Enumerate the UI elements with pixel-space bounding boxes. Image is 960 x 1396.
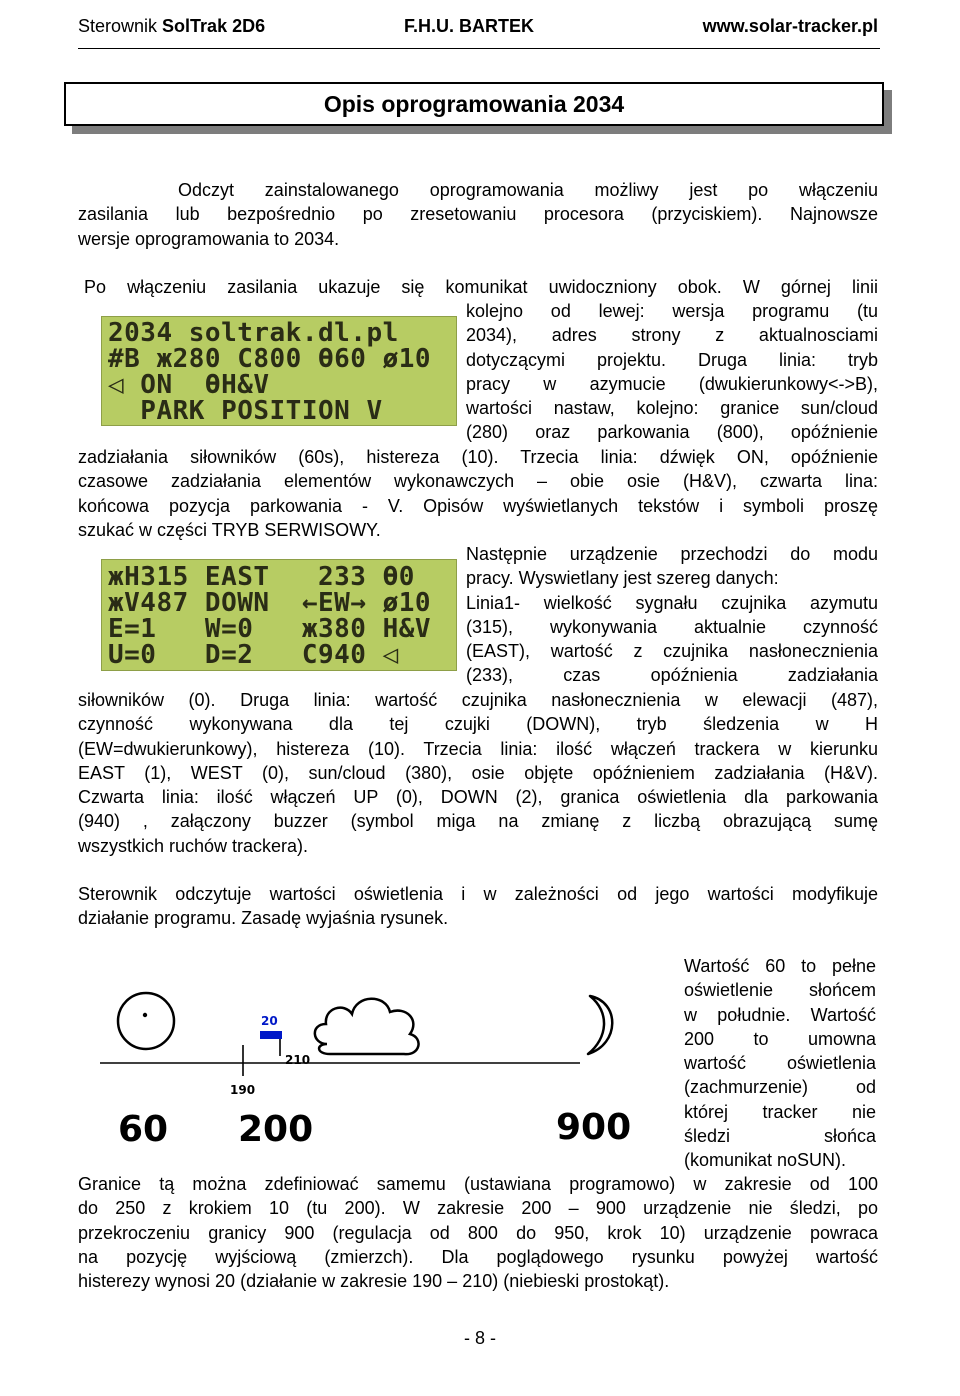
text-line: 200 to umowna (684, 1028, 876, 1049)
moon-icon (588, 996, 612, 1054)
paragraph-work-rest (78, 688, 878, 858)
header-company: F.H.U. BARTEK (404, 16, 534, 36)
paragraph-startup-rest (78, 445, 878, 542)
page-header (78, 16, 878, 40)
text-line: Wartość 60 to pełne (684, 956, 876, 976)
text-line: 2034), adres strony z aktualnosciami (466, 325, 878, 346)
header-product-name: SolTrak 2D6 (162, 16, 266, 36)
text-line: czasowe zadziałania elementów wykonawczych – obie osie (H&V), czwarta lina: (78, 471, 878, 492)
label-200: 200 (238, 1109, 314, 1150)
cloud-icon (315, 999, 419, 1054)
header-website: www.solar-tracker.pl (702, 16, 878, 36)
label-60: 60 (118, 1109, 169, 1150)
paragraph-limits (78, 1172, 878, 1293)
text-line: końcowa pozycja parkowania - V. Opisów wyświetlanych tekstów i symboli proszę (78, 495, 878, 516)
text-line: zasilania lub bezpośrednio po zresetowaniu procesora (przyciskiem). Najnowsze (78, 204, 878, 225)
text-line: EAST (1), WEST (0), sun/cloud (380), osie objęte opóźnieniem zadziałania (H&V). (78, 762, 878, 783)
text-line: szukać w części TRYB SERWISOWY. (78, 519, 381, 540)
text-line: (233), czas opóźnienia zadziałania (466, 665, 878, 686)
text-line: na pozycję wyjściową (zmierzch). Dla poglądowego rysunku powyżej wartość (78, 1246, 878, 1267)
text-line: do 250 z krokiem 10 (tu 200). W zakresie 200 – 900 urządzenie nie śledzi, po (78, 1198, 878, 1219)
label-20: 20 (261, 1014, 278, 1028)
text-line: przekroczeniu granicy 900 (regulacja od 800 do 950, krok 10) urządzenie powraca (78, 1222, 878, 1243)
text-line: (940) , załączony buzzer (symbol miga na zmianę z liczbą obrazującą sumę (78, 811, 878, 832)
text-line: dotyczącymi projektu. Druga linia: tryb (466, 349, 878, 370)
text-line: kolejno od lewej: wersja programu (tu (466, 301, 878, 321)
text-line: (315), wykonywania aktualnie czynność (466, 616, 878, 637)
sun-icon (118, 993, 174, 1049)
lcd-work-display (101, 559, 457, 671)
label-190: 190 (230, 1083, 256, 1097)
text-line: Odczyt zainstalowanego oprogramowania możliwy jest po włączeniu (178, 180, 878, 200)
lcd-row: E=1 W=0 ж380 H&V (108, 614, 432, 644)
text-line: Po włączeniu zasilania ukazuje się komunikat uwidoczniony obok. W górnej linii (84, 277, 878, 297)
text-line: wersje oprogramowania to 2034. (78, 228, 340, 249)
text-line: Sterownik odczytuje wartości oświetlenia i w zależności od jego wartości modyfikuje (78, 884, 878, 904)
lcd-row: 2034 soltrak.dl.pl (108, 318, 399, 348)
paragraph-figure-side (684, 954, 876, 1173)
text-line: śledzi słońca (684, 1126, 876, 1147)
text-line: w południe. Wartość (684, 1004, 876, 1025)
text-line: wartości nastaw, kolejno: granice sun/cloud (466, 398, 878, 419)
lcd-row: жH315 EAST 233 Ө0 (108, 562, 415, 592)
page-number: - 8 - (463, 1328, 496, 1348)
text-line: której tracker nie (684, 1101, 876, 1122)
text-line: Linia1- wielkość sygnału czujnika azymutu (466, 592, 878, 613)
lcd-row: U=0 D=2 С940 ◁ (108, 640, 399, 670)
text-line: pracy w azymucie (dwukierunkowy<->B), (466, 373, 878, 394)
text-line: działanie programu. Zasadę wyjaśnia rysunek. (78, 908, 449, 929)
label-900: 900 (556, 1107, 632, 1148)
text-line: histerezy wynosi 20 (działanie w zakresie 190 – 210) (niebieski prostokąt). (78, 1271, 670, 1292)
text-line: Granice tą można zdefiniować samemu (ustawiana programowo) w zakresie od 100 (78, 1174, 878, 1194)
header-divider (78, 48, 880, 49)
text-line: pracy. Wyswietlany jest szereg danych: (466, 568, 779, 589)
lcd-row: #B ж280 С800 Ө60 ø10 (108, 344, 432, 374)
text-line: (280) oraz parkowania (800), opóźnienie (466, 422, 878, 443)
text-line: siłowników (0). Druga linia: wartość czujnika nasłonecznienia w elewacji (487), (78, 690, 878, 710)
text-line: (komunikat noSUN). (684, 1150, 847, 1171)
lcd-startup-display (101, 316, 457, 426)
text-line: Czwarta linia: ilość włączeń UP (0), DOWN (2), granica oświetlenia dla parkowania (78, 787, 878, 808)
header-product (78, 16, 265, 37)
lcd-row: жV487 DOWN ←EW→ ø10 (108, 588, 432, 618)
paragraph-startup-side (466, 299, 878, 445)
text-line: czynność wykonywana dla tej czujki (DOWN), tryb śledzenia w H (78, 714, 878, 735)
header-product-prefix: Sterownik (78, 16, 163, 36)
page-title: Opis oprogramowania 2034 (64, 82, 884, 126)
text-line: (zachmurzenie) od (684, 1077, 876, 1098)
paragraph-illumination (78, 882, 878, 931)
text-line: (EW=dwukierunkowy), histereza (10). Trzecia linia: ilość włączeń trackera w kierunku (78, 738, 878, 759)
paragraph-intro (78, 178, 878, 251)
sun-center-dot (143, 1013, 147, 1017)
paragraph-startup-first-line (84, 275, 878, 299)
lcd-row: ◁ ON ӨH&V (108, 370, 270, 400)
text-line: wartość oświetlenia (684, 1053, 876, 1074)
lcd-row: PARK POSITION V (108, 396, 383, 426)
text-line: oświetlenie słońcem (684, 980, 876, 1001)
text-line: wszystkich ruchów trackera). (78, 835, 309, 856)
text-line: (EAST), wartość z czujnika nasłonecznienia (466, 641, 878, 662)
label-210: 210 (285, 1053, 311, 1067)
text-line: Następnie urządzenie przechodzi do modu (466, 544, 878, 564)
hysteresis-rectangle (260, 1031, 282, 1039)
text-line: zadziałania siłowników (60s), histereza (10). Trzecia linia: dźwięk ON, opóźnienie (78, 447, 878, 467)
paragraph-work-side (466, 542, 878, 688)
illumination-diagram (80, 958, 680, 1158)
